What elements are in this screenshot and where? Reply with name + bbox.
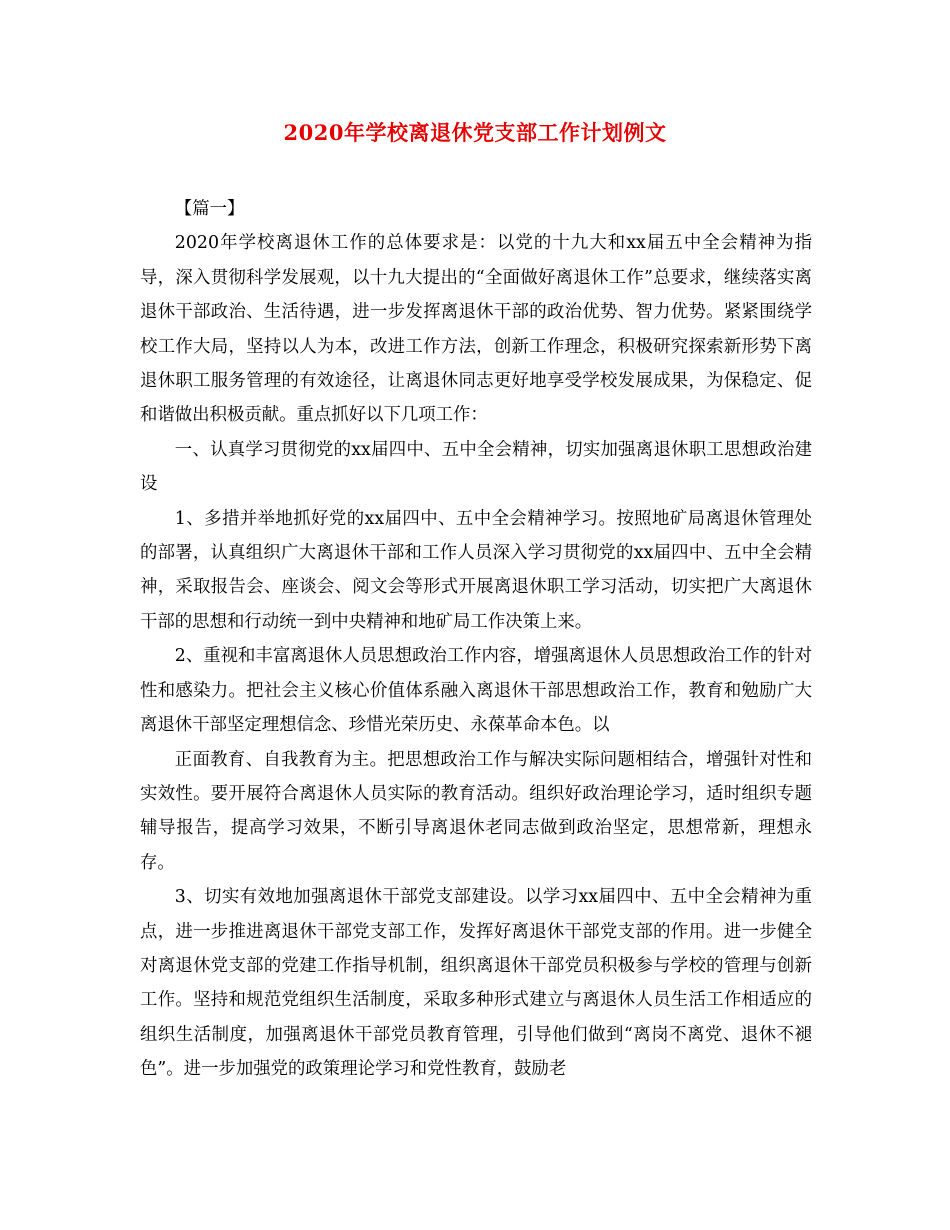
paragraph-item-2-continued: 正面教育、自我教育为主。把思想政治工作与解决实际问题相结合，增强针对性和实效性。要开展符合离退休人员实际的教育活动。组织好政治理论学习，适时组织专题辅导报告，提高学习效果，不断引导离退休老同志做到政治坚定，思想常新，理想永存。 [140, 749, 812, 873]
document-title: 2020年学校离退休党支部工作计划例文 [283, 120, 667, 145]
paragraph-heading-1: 一、认真学习贯彻党的xx届四中、五中全会精神，切实加强离退休职工思想政治建设 [140, 439, 812, 495]
paragraph-item-2: 2、重视和丰富离退休人员思想政治工作内容，增强离退休人员思想政治工作的针对性和感染力。把社会主义核心价值体系融入离退休干部思想政治工作，教育和勉励广大离退休干部坚定理想信念、珍惜光荣历史、永葆革命本色。以 [140, 646, 812, 736]
paragraph-intro: 2020年学校离退休工作的总体要求是：以党的十九大和xx届五中全会精神为指导，深入贯彻科学发展观，以十九大提出的“全面做好离退休工作”总要求，继续落实离退休干部政治、生活待遇，进一步发挥离退休干部的政治优势、智力优势。紧紧围绕学校工作大局，坚持以人为本，改进工作方法，创新工作理念，积极研究探索新形势下离退休职工服务管理的有效途径，让离退休同志更好地享受学校发展成果，为保稳定、促和谐做出积极贡献。重点抓好以下几项工作： [140, 233, 812, 426]
paragraph-item-3: 3、切实有效地加强离退休干部党支部建设。以学习xx届四中、五中全会精神为重点，进一步推进离退休干部党支部工作，发挥好离退休干部党支部的作用。进一步健全对离退休党支部的党建工作指导机制，组织离退休干部党员积极参与学校的管理与创新工作。坚持和规范党组织生活制度，采取多种形式建立与离退休人员生活工作相适应的组织生活制度，加强离退休干部党员教育管理，引导他们做到“离岗不离党、退休不褪色”。进一步加强党的政策理论学习和党性教育，鼓励老 [140, 887, 812, 1080]
section-marker: 【篇一】 [174, 199, 245, 219]
paragraph-item-1: 1、多措并举地抓好党的xx届四中、五中全会精神学习。按照地矿局离退休管理处的部署，认真组织广大离退休干部和工作人员深入学习贯彻党的xx届四中、五中全会精神，采取报告会、座谈会、阅文会等形式开展离退休职工学习活动，切实把广大离退休干部的思想和行动统一到中央精神和地矿局工作决策上来。 [140, 508, 812, 632]
document-body [140, 192, 812, 1087]
